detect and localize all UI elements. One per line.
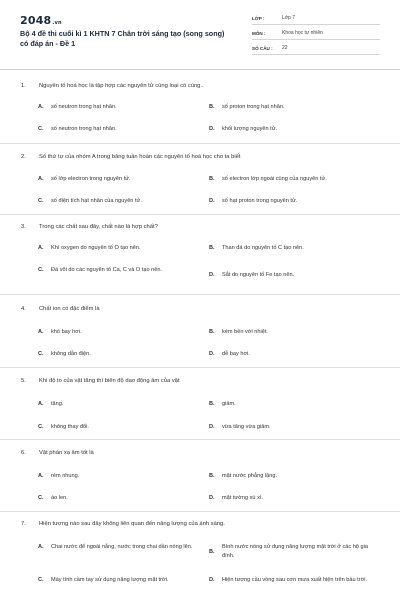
option-b[interactable]: B. giảm. (209, 401, 236, 408)
option-d[interactable]: D. dễ bay hơi. (209, 351, 250, 358)
option-c[interactable]: C. không thay đổi. (38, 424, 89, 431)
question-stem: 4. Chất ion có đặc điểm là (21, 306, 100, 312)
option-d[interactable]: D. khối lượng nguyên tử. (209, 126, 278, 133)
question-separator (0, 511, 400, 512)
option-b[interactable]: B. mặt nước phẳng lặng. (209, 473, 277, 480)
option-b[interactable]: B. số proton trong hạt nhân. (209, 104, 285, 111)
option-a[interactable]: A. Khí oxygen do nguyên tố O tạo nên. (38, 245, 141, 252)
option-a[interactable]: A. tăng. (38, 401, 64, 408)
option-c[interactable]: C. số điện tích hạt nhân của nguyên tử. (38, 198, 142, 205)
meta-class: LỚP : Lớp 7 (252, 12, 380, 25)
question-separator (0, 143, 400, 144)
option-c[interactable]: C. không dẫn điện. (38, 351, 91, 358)
option-c[interactable]: C. áo len. (38, 495, 68, 502)
option-b[interactable]: B. Than đá do nguyên tố C tạo nên. (209, 245, 304, 252)
question-separator (0, 439, 400, 440)
meta-subject: MÔN : Khoa học tự nhiên (252, 27, 380, 40)
question-stem: 1. Nguyên tố hoá học là tập hợp các nguyên tử cùng loại có cùng.. (21, 83, 204, 89)
question-stem: 6. Vật phản xạ âm tốt là (21, 450, 94, 456)
question-stem: 5. Khi độ to của vật tăng thì biên độ dao động âm của vật (21, 378, 180, 384)
option-c[interactable]: C. Đá vôi do các nguyên tố Ca, C và O tạo nên. (38, 267, 163, 274)
meta-question-count: SỐ CÂU : 22 (252, 42, 380, 55)
option-a[interactable]: A. số lớp electron trong nguyên tử. (38, 176, 131, 183)
question-separator (0, 367, 400, 368)
option-d[interactable]: D. số hạt proton trong nguyên tử. (209, 198, 298, 205)
option-c[interactable]: C. Máy tính cầm tay sử dụng năng lượng mặt trời. (38, 577, 169, 584)
option-a[interactable]: A. Chai nước để ngoài nắng, nước trong chai dần nóng lên. (38, 544, 193, 551)
option-b[interactable]: B. kém bền với nhiệt. (209, 329, 268, 336)
question-stem: 2. Số thứ tự của nhóm A trong bảng tuần hoàn các nguyên tố hoá học cho ta biết (21, 154, 241, 160)
option-d[interactable]: D. Sắt do nguyên tố Fe tạo nên. (209, 272, 295, 279)
option-a[interactable]: A. số neutron trong hạt nhân. (38, 104, 117, 111)
option-d[interactable]: D. Hiện tượng cầu vồng sau cơn mưa xuất hiện trên bầu trời. (209, 577, 368, 584)
option-a[interactable]: A. rèm nhung. (38, 473, 80, 480)
question-stem: 7. Hiện tượng nào sau đây không liên quan đến năng lượng của ánh sáng. (21, 521, 225, 527)
option-b[interactable]: B. số electron lớp ngoài cùng của nguyên tử. (209, 176, 327, 183)
option-d[interactable]: D. vừa tăng vừa giảm. (209, 424, 271, 431)
question-separator (0, 214, 400, 215)
site-logo[interactable]: 2048.vn (20, 14, 62, 27)
page-header (0, 0, 400, 66)
document-meta (252, 12, 380, 57)
option-b[interactable]: B. Bình nước nóng sử dụng năng lượng mặt trời ở các hộ gia đình. (209, 544, 368, 559)
option-c[interactable]: C. số neutron trong hạt nhân. (38, 126, 117, 133)
question-separator (0, 294, 400, 295)
option-a[interactable]: A. khó bay hơi. (38, 329, 82, 336)
header-divider (0, 69, 400, 70)
question-stem: 3. Trong các chất sau đây, chất nào là hợp chất? (21, 224, 158, 230)
document-title: Bộ 4 đề thi cuối kì 1 KHTN 7 Chân trời sáng tạo (song song) có đáp án - Đề 1 (20, 29, 225, 48)
option-d[interactable]: D. mặt tường xù xì. (209, 495, 263, 502)
